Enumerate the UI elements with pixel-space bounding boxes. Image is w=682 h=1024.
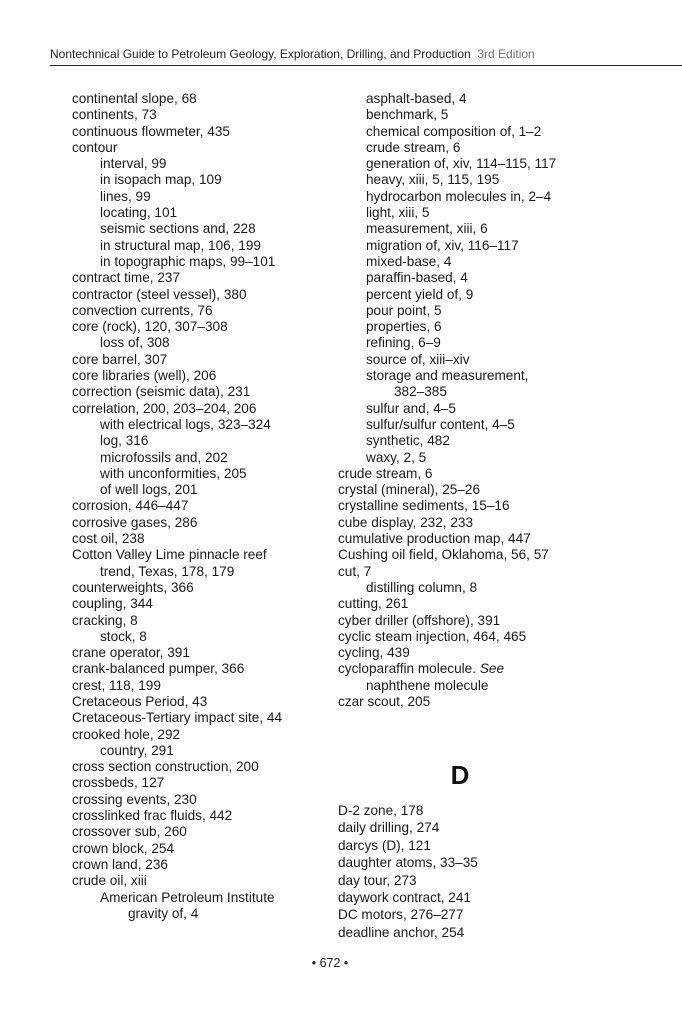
index-entry xyxy=(72,498,337,514)
index-entry-text: cycling, 439 xyxy=(338,645,410,661)
index-entry-text: migration of, xiv, 116–117 xyxy=(366,237,519,253)
index-entry xyxy=(72,254,337,270)
index-column-left xyxy=(72,91,337,922)
index-entry xyxy=(72,433,337,449)
index-entry-text: crystalline sediments, 15–16 xyxy=(338,498,510,514)
index-entry-text: contractor (steel vessel), 380 xyxy=(72,286,247,302)
index-column-right xyxy=(338,91,668,710)
index-entry-text: crossing events, 230 xyxy=(72,791,197,807)
index-entry xyxy=(338,91,668,107)
index-entry-text: percent yield of, 9 xyxy=(366,286,474,302)
index-entry xyxy=(72,857,337,873)
index-entry xyxy=(72,384,337,400)
index-entry xyxy=(72,613,337,629)
index-entry xyxy=(72,124,337,140)
index-entry-text: sulfur and, 4–5 xyxy=(366,400,456,416)
index-entry xyxy=(72,401,337,417)
index-entry-text: seismic sections and, 228 xyxy=(100,221,256,237)
index-entry-text: crossover sub, 260 xyxy=(72,824,187,840)
index-entry xyxy=(338,661,668,677)
index-entry-text: light, xiii, 5 xyxy=(366,205,430,221)
index-entry xyxy=(72,629,337,645)
index-entry xyxy=(72,270,337,286)
index-entry-text: naphthene molecule xyxy=(366,677,489,693)
index-entry-text: paraffin-based, 4 xyxy=(366,270,468,286)
index-entry-text: deadline anchor, 254 xyxy=(338,924,465,940)
index-entry-text: generation of, xiv, 114–115, 117 xyxy=(366,156,557,172)
index-entry xyxy=(338,352,668,368)
index-entry xyxy=(338,450,668,466)
index-entry xyxy=(72,319,337,335)
index-entry xyxy=(72,694,337,710)
index-entry xyxy=(72,450,337,466)
index-entry xyxy=(338,531,668,547)
index-entry-text: cyclic steam injection, 464, 465 xyxy=(338,628,527,644)
index-entry-text: crossbeds, 127 xyxy=(72,775,165,791)
index-entry xyxy=(338,433,668,449)
index-entry-text: crystal (mineral), 25–26 xyxy=(338,482,481,498)
index-section-d xyxy=(338,802,478,941)
index-entry-text: cumulative production map, 447 xyxy=(338,531,531,547)
index-entry-text: gravity of, 4 xyxy=(128,905,199,921)
index-entry-text: cube display, 232, 233 xyxy=(338,514,474,530)
page-number: • 672 • xyxy=(311,956,349,970)
index-entry xyxy=(338,906,478,923)
index-entry-text: measurement, xiii, 6 xyxy=(366,221,488,237)
index-entry-text: convection currents, 76 xyxy=(72,302,213,318)
index-entry-text: trend, Texas, 178, 179 xyxy=(100,563,235,579)
index-entry xyxy=(338,564,668,580)
index-entry-text: darcys (D), 121 xyxy=(338,837,431,853)
index-entry xyxy=(338,629,668,645)
index-entry xyxy=(72,873,337,889)
index-entry-text: in topographic maps, 99–101 xyxy=(100,253,276,269)
index-entry-text: continuous flowmeter, 435 xyxy=(72,123,230,139)
index-entry-text: refining, 6–9 xyxy=(366,335,441,351)
index-entry xyxy=(72,596,337,612)
book-title: Nontechnical Guide to Petroleum Geology, Exploration, Drilling, and Production xyxy=(50,47,471,61)
index-entry xyxy=(72,890,337,906)
index-entry-text: heavy, xiii, 5, 115, 195 xyxy=(366,172,500,188)
index-entry-text: synthetic, 482 xyxy=(366,433,450,449)
index-entry xyxy=(72,808,337,824)
index-entry-text: Cushing oil field, Oklahoma, 56, 57 xyxy=(338,547,549,563)
index-entry-text: cross section construction, 200 xyxy=(72,759,259,775)
index-entry xyxy=(338,613,668,629)
index-entry-text: cracking, 8 xyxy=(72,612,138,628)
index-entry-text: czar scout, 205 xyxy=(338,693,431,709)
index-entry-text: daily drilling, 274 xyxy=(338,820,440,836)
index-entry xyxy=(72,547,337,563)
index-entry xyxy=(338,596,668,612)
index-entry-text: microfossils and, 202 xyxy=(100,449,228,465)
index-entry xyxy=(72,140,337,156)
index-entry-text: crude stream, 6 xyxy=(366,139,461,155)
index-entry xyxy=(72,466,337,482)
index-entry-text: 382–385 xyxy=(394,384,447,400)
index-entry xyxy=(72,727,337,743)
index-entry xyxy=(72,417,337,433)
index-entry-text: correction (seismic data), 231 xyxy=(72,384,251,400)
index-entry xyxy=(338,694,668,710)
index-entry xyxy=(338,482,668,498)
index-entry xyxy=(72,824,337,840)
index-entry xyxy=(338,889,478,906)
index-entry-text: core (rock), 120, 307–308 xyxy=(72,319,228,335)
index-entry xyxy=(72,564,337,580)
index-entry-text: cyber driller (offshore), 391 xyxy=(338,612,501,628)
index-entry xyxy=(338,124,668,140)
index-entry xyxy=(72,531,337,547)
index-entry-text: benchmark, 5 xyxy=(366,107,449,123)
index-entry-text: cut, 7 xyxy=(338,563,372,579)
index-entry xyxy=(338,205,668,221)
index-entry-text: locating, 101 xyxy=(100,205,178,221)
index-entry xyxy=(72,238,337,254)
index-entry-text: crank-balanced pumper, 366 xyxy=(72,661,245,677)
index-entry xyxy=(72,335,337,351)
index-entry-text: interval, 99 xyxy=(100,156,167,172)
index-entry xyxy=(72,906,337,922)
index-entry-text: cutting, 261 xyxy=(338,596,409,612)
index-entry xyxy=(72,775,337,791)
index-entry xyxy=(72,580,337,596)
index-entry-text: D-2 zone, 178 xyxy=(338,803,424,818)
index-entry-text: crown land, 236 xyxy=(72,856,168,872)
index-entry-text: storage and measurement, xyxy=(366,368,529,384)
index-entry-text: crude stream, 6 xyxy=(338,465,433,481)
index-entry xyxy=(72,792,337,808)
index-entry xyxy=(338,254,668,270)
index-entry xyxy=(338,872,478,889)
index-entry xyxy=(338,107,668,123)
index-entry-text: Cotton Valley Lime pinnacle reef xyxy=(72,547,267,563)
index-entry-text: chemical composition of, 1–2 xyxy=(366,123,542,139)
index-entry xyxy=(72,743,337,759)
index-entry-text: core libraries (well), 206 xyxy=(72,368,217,384)
index-entry-text: cycloparaffin molecule. xyxy=(338,661,477,677)
index-entry xyxy=(338,466,668,482)
index-entry xyxy=(338,678,668,694)
index-entry xyxy=(338,287,668,303)
index-entry-text: cost oil, 238 xyxy=(72,531,145,547)
index-entry xyxy=(338,303,668,319)
index-entry-text: day tour, 273 xyxy=(338,872,417,888)
index-entry xyxy=(338,417,668,433)
index-entry xyxy=(72,189,337,205)
index-entry xyxy=(72,221,337,237)
index-entry-text: in isopach map, 109 xyxy=(100,172,222,188)
index-entry xyxy=(338,368,668,384)
index-entry-text: daughter atoms, 33–35 xyxy=(338,855,478,871)
index-entry-text: asphalt-based, 4 xyxy=(366,91,467,106)
index-entry-text: crude oil, xiii xyxy=(72,873,147,889)
index-entry-text: American Petroleum Institute xyxy=(100,889,275,905)
index-entry-text: continents, 73 xyxy=(72,107,157,123)
index-entry xyxy=(72,91,337,107)
index-entry-text: of well logs, 201 xyxy=(100,482,198,498)
index-entry-text: distilling column, 8 xyxy=(366,579,478,595)
index-entry xyxy=(72,759,337,775)
index-entry xyxy=(72,515,337,531)
index-entry-text: with electrical logs, 323–324 xyxy=(100,416,271,432)
index-entry xyxy=(338,547,668,563)
index-entry-text: sulfur/sulfur content, 4–5 xyxy=(366,416,515,432)
index-entry-text: loss of, 308 xyxy=(100,335,170,351)
index-entry xyxy=(72,482,337,498)
index-entry-text: contour xyxy=(72,139,118,155)
index-entry xyxy=(72,205,337,221)
index-entry xyxy=(72,678,337,694)
running-header xyxy=(50,47,680,61)
index-entry-text: counterweights, 366 xyxy=(72,579,194,595)
index-entry xyxy=(72,352,337,368)
index-entry xyxy=(338,140,668,156)
index-entry xyxy=(338,189,668,205)
index-entry xyxy=(72,368,337,384)
index-entry-text: mixed-base, 4 xyxy=(366,253,452,269)
index-entry xyxy=(338,319,668,335)
index-entry xyxy=(338,156,668,172)
index-entry xyxy=(338,515,668,531)
index-entry xyxy=(338,498,668,514)
index-entry xyxy=(338,270,668,286)
index-entry-text: hydrocarbon molecules in, 2–4 xyxy=(366,188,552,204)
index-entry-text: in structural map, 106, 199 xyxy=(100,237,261,253)
index-entry xyxy=(338,854,478,871)
edition-label: 3rd Edition xyxy=(477,47,535,61)
index-entry-text: daywork contract, 241 xyxy=(338,889,471,905)
index-entry-text: coupling, 344 xyxy=(72,596,153,612)
index-entry-text: core barrel, 307 xyxy=(72,351,168,367)
index-entry-text: pour point, 5 xyxy=(366,302,442,318)
index-entry-text: crown block, 254 xyxy=(72,840,175,856)
index-entry-text: DC motors, 276–277 xyxy=(338,907,464,923)
index-entry xyxy=(72,645,337,661)
index-entry-text: correlation, 200, 203–204, 206 xyxy=(72,400,257,416)
index-entry-text: corrosion, 446–447 xyxy=(72,498,189,514)
header-rule xyxy=(50,65,682,66)
index-entry xyxy=(338,580,668,596)
index-entry xyxy=(72,661,337,677)
index-entry-text: crest, 118, 199 xyxy=(72,677,161,693)
index-entry xyxy=(338,238,668,254)
index-entry-text: country, 291 xyxy=(100,742,174,758)
index-entry xyxy=(72,710,337,726)
index-entry xyxy=(72,287,337,303)
index-entry-text: contract time, 237 xyxy=(72,270,181,286)
index-entry-text: Cretaceous Period, 43 xyxy=(72,693,208,709)
index-entry xyxy=(338,221,668,237)
index-entry-text: log, 316 xyxy=(100,433,149,449)
index-entry xyxy=(338,172,668,188)
index-entry xyxy=(338,802,478,819)
index-entry xyxy=(338,401,668,417)
section-letter-d: D xyxy=(450,760,470,790)
index-entry-text: lines, 99 xyxy=(100,188,151,204)
see-reference: See xyxy=(479,661,504,677)
index-entry xyxy=(338,384,668,400)
index-entry xyxy=(72,156,337,172)
index-entry-text: crosslinked frac fluids, 442 xyxy=(72,808,233,824)
index-entry xyxy=(338,335,668,351)
index-entry-text: crane operator, 391 xyxy=(72,645,190,661)
index-entry-text: waxy, 2, 5 xyxy=(366,449,427,465)
index-entry-text: corrosive gases, 286 xyxy=(72,514,198,530)
index-entry xyxy=(338,837,478,854)
index-entry xyxy=(72,172,337,188)
index-entry-text: continental slope, 68 xyxy=(72,91,197,106)
index-entry xyxy=(338,645,668,661)
index-entry xyxy=(338,924,478,941)
index-entry xyxy=(72,107,337,123)
index-entry xyxy=(72,841,337,857)
index-entry-text: source of, xiii–xiv xyxy=(366,351,470,367)
index-entry-text: with unconformities, 205 xyxy=(100,465,247,481)
index-entry xyxy=(338,819,478,836)
index-entry-text: Cretaceous-Tertiary impact site, 44 xyxy=(72,710,283,726)
index-entry-text: stock, 8 xyxy=(100,628,147,644)
index-entry xyxy=(72,303,337,319)
index-entry-text: crooked hole, 292 xyxy=(72,726,181,742)
index-entry-text: properties, 6 xyxy=(366,319,442,335)
